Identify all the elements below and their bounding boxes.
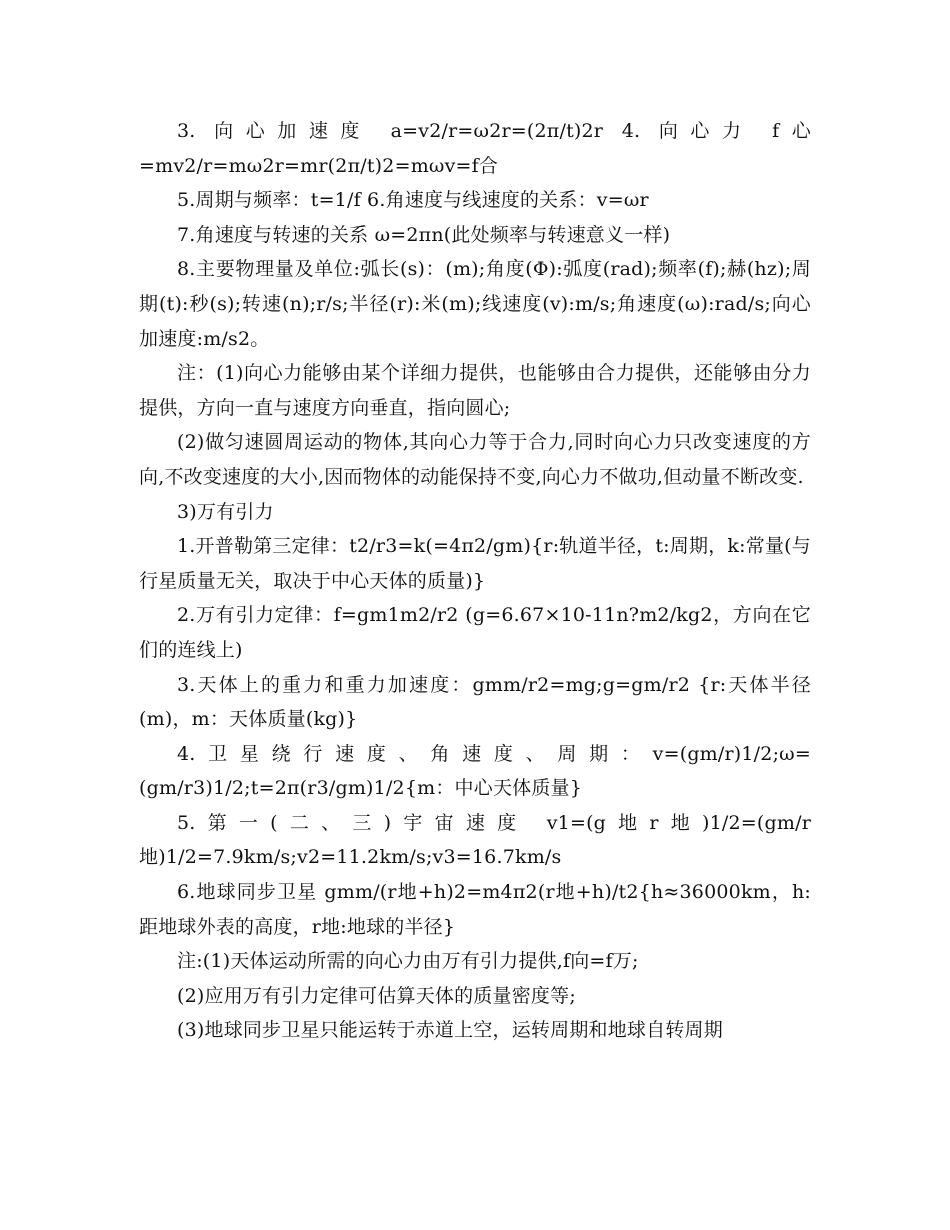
paragraph-universal-gravitation: 2.万有引力定律：f=gm1m2/r2 (g=6.67×10-11n?m2/kg2，方向在它们的连线上) xyxy=(139,604,811,661)
paragraph-centripetal-acceleration: 3. 向心加速度 a=v2/r=ω2r=(2π/t)2r 4. 向心力 f心=mv2/r=mω2r=mr(2π/t)2=mωv=f合 xyxy=(139,120,811,177)
paragraph-gravitation-note-3: (3)地球同步卫星只能运转于赤道上空，运转周期和地球自转周期 xyxy=(177,1019,723,1042)
paragraph-gravitation-note-1: 注:(1)天体运动所需的向心力由万有引力提供,f向=f万; xyxy=(177,950,639,973)
paragraph-cosmic-velocities: 5.第一(二、三)宇宙速度 v1=(g地r地)1/2=(gm/r地)1/2=7.9km/s;v2=11.2km/s;v3=16.7km/s xyxy=(139,811,811,869)
section-heading-gravitation: 3)万有引力 xyxy=(177,500,274,523)
paragraph-satellite-motion: 4.卫星绕行速度、角速度、周期：v=(gm/r)1/2;ω=(gm/r3)1/2;t=2π(r3/gm)1/2{m：中心天体质量} xyxy=(139,742,811,800)
paragraph-surface-gravity: 3.天体上的重力和重力加速度：gmm/r2=mg;g=gm/r2 {r:天体半径(m)，m：天体质量(kg)} xyxy=(139,673,811,731)
paragraph-period-frequency: 5.周期与频率：t=1/f 6.角速度与线速度的关系：v=ωr xyxy=(177,189,649,212)
paragraph-geostationary-satellite: 6.地球同步卫星 gmm/(r地+h)2=m4π2(r地+h)/t2{h≈36000km，h:距地球外表的高度，r地:地球的半径} xyxy=(139,881,811,938)
document-body xyxy=(139,114,811,1048)
paragraph-angular-speed-rotation: 7.角速度与转速的关系 ω=2πn(此处频率与转速意义一样) xyxy=(177,223,671,246)
paragraph-note-1: 注：(1)向心力能够由某个详细力提供，也能够由合力提供，还能够由分力提供，方向一直与速度方向垂直，指向圆心; xyxy=(139,362,811,419)
paragraph-note-2: (2)做匀速圆周运动的物体,其向心力等于合力,同时向心力只改变速度的方向,不改变速度的大小,因而物体的动能保持不变,向心力不做功,但动量不断改变. xyxy=(139,431,811,488)
paragraph-units: 8.主要物理量及单位:弧长(s)：(m);角度(Φ):弧度(rad);频率(f);赫(hz);周期(t):秒(s);转速(n);r/s;半径(r):米(m);线速度(v):m/s;角速度(ω):rad/s;向心加速度:m/s2。 xyxy=(139,258,811,350)
paragraph-gravitation-note-2: (2)应用万有引力定律可估算天体的质量密度等; xyxy=(177,984,576,1007)
paragraph-kepler-third-law: 1.开普勒第三定律：t2/r3=k(=4π2/gm){r:轨道半径，t:周期，k:常量(与行星质量无关，取决于中心天体的质量)} xyxy=(139,535,811,592)
